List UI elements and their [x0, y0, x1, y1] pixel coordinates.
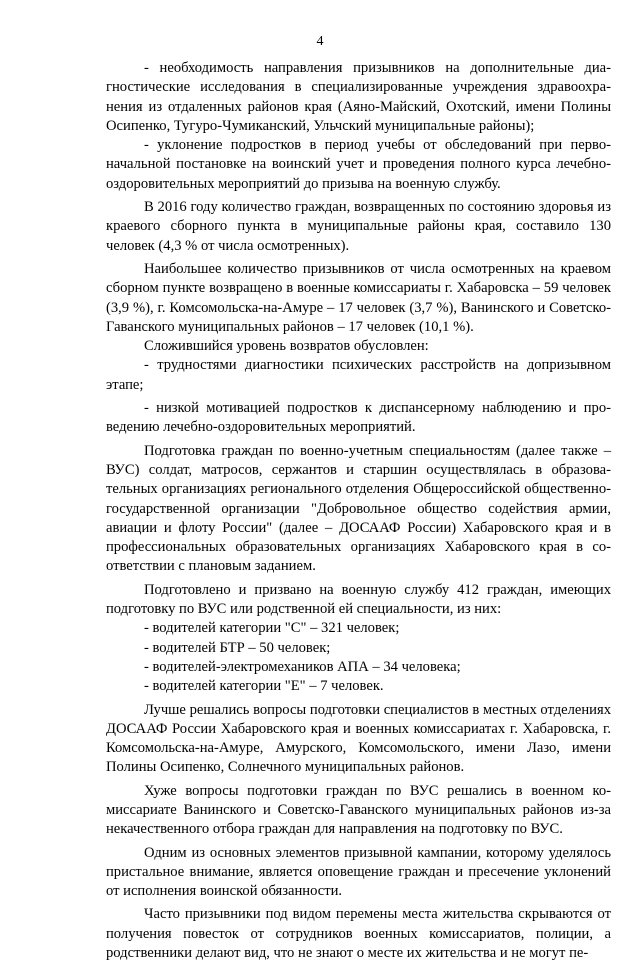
- list-item-drivers-btr: - водителей БТР – 50 человек;: [144, 639, 331, 656]
- paragraph-hiding-conscripts: Часто призывники под видом перемены места жительства скрываются от получения повесток от сотрудников военных комиссариатов, полиции, а родственники делают вид, что не знают о месте их жительства и не могут пе-: [106, 906, 611, 962]
- paragraph-reason-motivation: - низкой мотивацией подростков к диспансерному наблюдению и проведению лечебно-оздоровительных мероприятий.: [106, 400, 611, 436]
- paragraph-largest-returns: Наибольшее количество призывников от числа осмотренных на краевом сборном пункте возвращено в военные комиссариаты г. Хабаровска – 59 человек (3,9 %), г. Комсомольска-на-Амуре – 17 человек (3,7 %), Ванинского и Советско-Гаванского муниципальных районов – 17 человек (10,1 %).: [106, 260, 611, 335]
- list-item-drivers-c: - водителей категории "С" – 321 человек;: [144, 620, 400, 637]
- document-body: [106, 59, 611, 963]
- paragraph-evasion-examinations: - уклонение подростков в период учебы от обследований при первоначальной постановке на воинский учет и проведения полного курса лечебно-оздоровительных мероприятий до призыва на военную службу.: [106, 137, 611, 192]
- paragraph-trained-conscripts: Подготовлено и призвано на военную службу 412 граждан, имеющих подготовку по ВУС или родственной ей специальности, из них:: [106, 581, 611, 618]
- paragraph-better-training: Лучше решались вопросы подготовки специалистов в местных отделениях ДОСААФ России Хабаровского края и военных комиссариатах г. Хабаровска, г. Комсомольска-на-Амуре, Амурского, Комсомольского, имени Лазо, имени Полины Осипенко, Солнечного муниципальных районов.: [106, 701, 611, 776]
- paragraph-worse-training: Хуже вопросы подготовки граждан по ВУС решались в военном комиссариате Ванинского и Советско-Гаванского муниципальных районов из-за некачественного отбора граждан для направления на подготовку по ВУС.: [106, 782, 611, 838]
- paragraph-reason-diagnostics: - трудностями диагностики психических расстройств на допризывном этапе;: [106, 357, 611, 393]
- paragraph-vus-training: Подготовка граждан по военно-учетным специальностям (далее также – ВУС) солдат, матросов, сержантов и старшин осуществлялась в образовательных организациях регионального отделения Общероссийской общественно-государственной организации "Добровольное общество содействия армии, авиации и флоту России" (далее – ДОСААФ России) Хабаровского края и в профессиональных образовательных организациях Хабаровского края в соответствии с плановым заданием.: [106, 442, 611, 575]
- paragraph-notification: Одним из основных элементов призывной кампании, которому уделялось пристальное внимание, является оповещение граждан и пресечение уклонений от исполнения воинской обязанности.: [106, 844, 611, 900]
- paragraph-reasons-intro: Сложившийся уровень возвратов обусловлен:: [144, 338, 429, 355]
- list-item-drivers-e: - водителей категории "Е" – 7 человек.: [144, 678, 384, 695]
- page-number: 4: [316, 34, 324, 49]
- paragraph-2016-returns: В 2016 году количество граждан, возвращенных по состоянию здоровья из краевого сборного пункта в муниципальные районы края, составило 130 человек (4,3 % от числа осмотренных).: [106, 199, 611, 254]
- list-item-electromechanics-apa: - водителей-электромехаников АПА – 34 человека;: [144, 658, 461, 675]
- paragraph-referral-need: - необходимость направления призывников на дополнительные диагностические исследования в специализированные учреждения здравоохранения из отдаленных районов края (Аяно-Майский, Охотский, имени Полины Осипенко, Тугуро-Чумиканский, Ульчский муниципальные районы);: [106, 60, 611, 134]
